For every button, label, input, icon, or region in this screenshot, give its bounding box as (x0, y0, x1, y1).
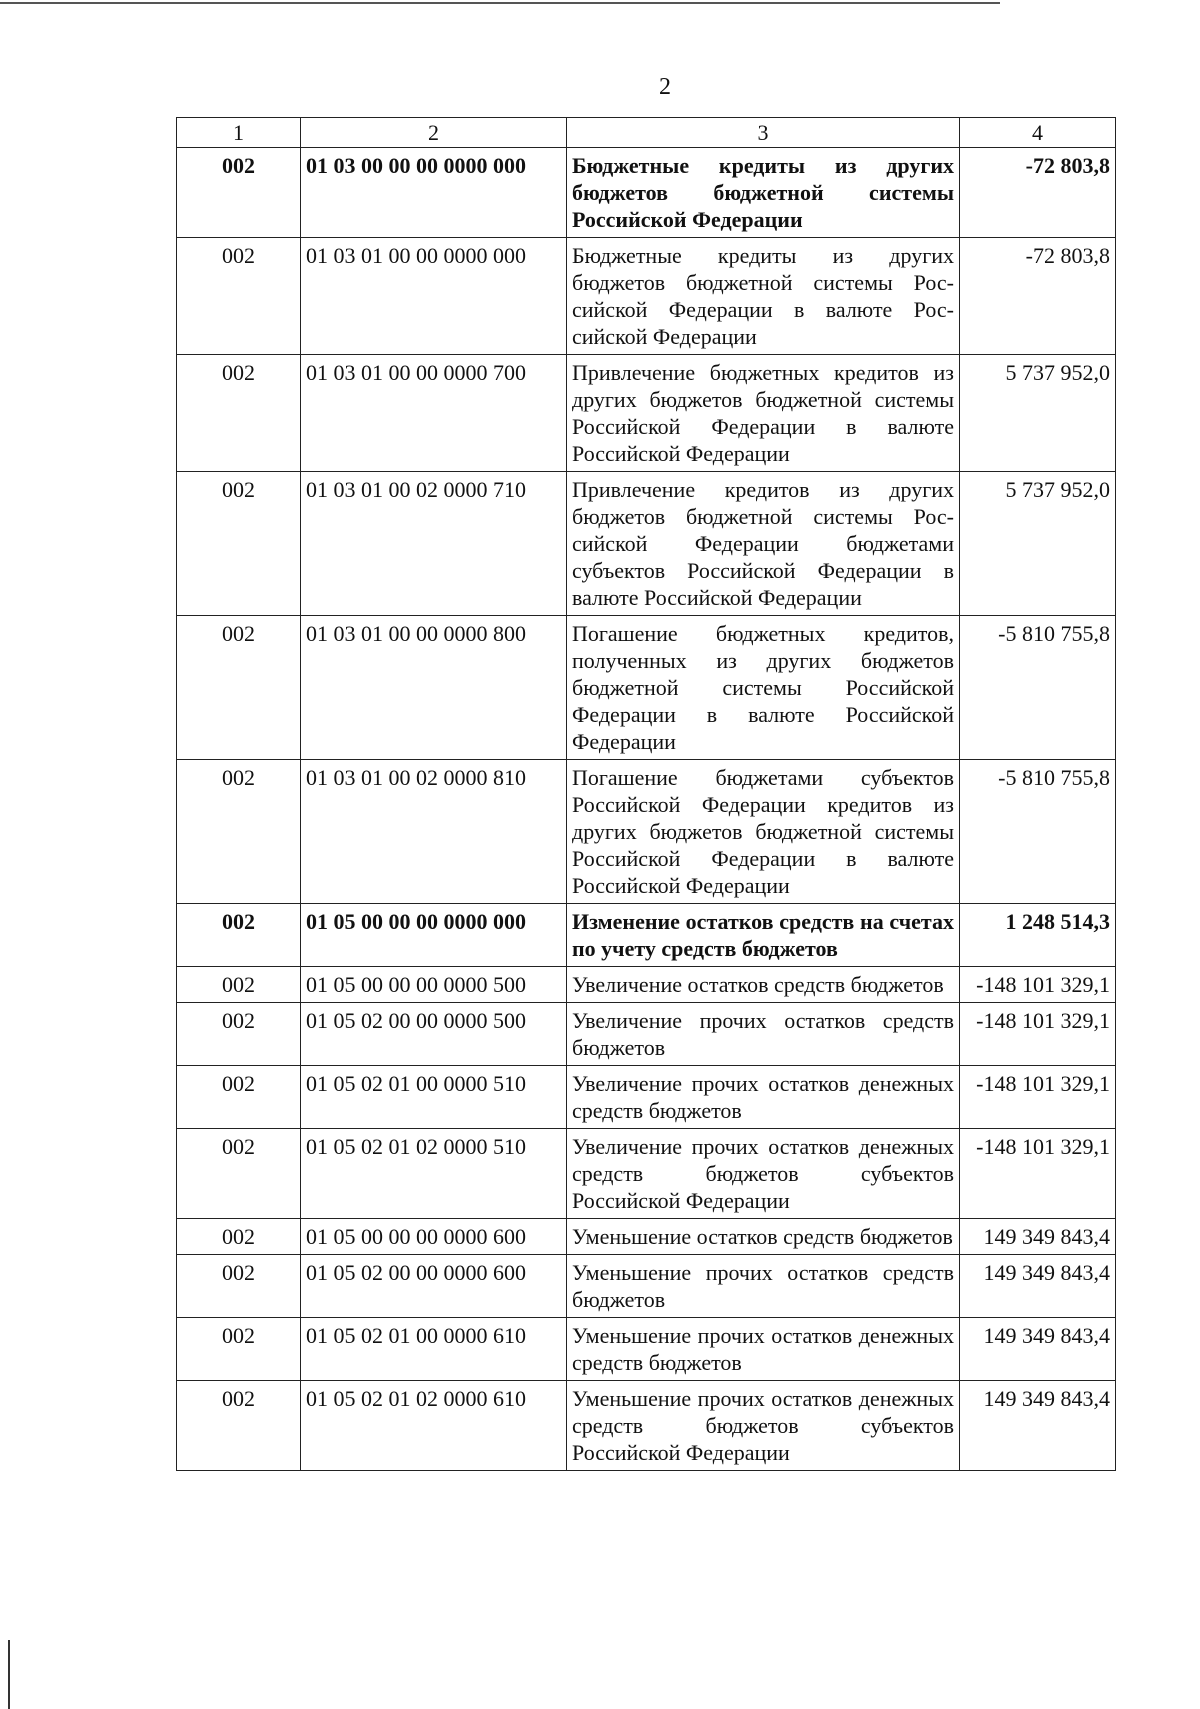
amount-cell: -148 101 329,1 (960, 967, 1116, 1003)
description-cell: Увеличение прочих остатков денежных средств бюджетов субъектов Российской Федерации (567, 1129, 960, 1219)
table-row (177, 355, 1116, 472)
table-row (177, 148, 1116, 238)
amount-cell: 149 349 843,4 (960, 1255, 1116, 1318)
budget-code-cell: 01 03 01 00 00 0000 000 (301, 238, 567, 355)
table-row (177, 472, 1116, 616)
description-cell: Бюджетные кредиты из других бюджетов бюджетной системы Российской Федерации (567, 148, 960, 238)
budget-code-cell: 01 03 01 00 00 0000 800 (301, 616, 567, 760)
budget-code-cell: 01 03 01 00 02 0000 710 (301, 472, 567, 616)
description-cell: Уменьшение прочих остатков средств бюджетов (567, 1255, 960, 1318)
budget-code-cell: 01 03 01 00 00 0000 700 (301, 355, 567, 472)
budget-code-cell: 01 05 02 01 02 0000 510 (301, 1129, 567, 1219)
scan-edge-line (0, 2, 1000, 4)
description-cell: Уменьшение остатков средств бюджетов (567, 1219, 960, 1255)
table-row (177, 1219, 1116, 1255)
table-row (177, 1066, 1116, 1129)
amount-cell: -5 810 755,8 (960, 760, 1116, 904)
amount-cell: -148 101 329,1 (960, 1129, 1116, 1219)
description-cell: Уменьшение прочих остатков денежных средств бюджетов субъектов Российской Федерации (567, 1381, 960, 1471)
scan-margin-mark (8, 1640, 10, 1709)
table-row (177, 904, 1116, 967)
amount-cell: -72 803,8 (960, 148, 1116, 238)
admin-code-cell: 002 (177, 616, 301, 760)
admin-code-cell: 002 (177, 904, 301, 967)
description-cell: Увеличение прочих остатков средств бюджетов (567, 1003, 960, 1066)
table-row (177, 1129, 1116, 1219)
admin-code-cell: 002 (177, 1129, 301, 1219)
admin-code-cell: 002 (177, 1318, 301, 1381)
description-cell: Уменьшение прочих остатков денежных средств бюджетов (567, 1318, 960, 1381)
amount-cell: 5 737 952,0 (960, 355, 1116, 472)
column-header-4: 4 (960, 118, 1116, 148)
description-cell: Привлечение бюджетных кредитов из других бюджетов бюджетной системы Российской Федерации в валюте Российской Федерации (567, 355, 960, 472)
description-cell: Изменение остатков средств на счетах по учету средств бюджетов (567, 904, 960, 967)
budget-code-cell: 01 03 01 00 02 0000 810 (301, 760, 567, 904)
page-number: 2 (659, 74, 671, 100)
admin-code-cell: 002 (177, 472, 301, 616)
description-cell: Привлечение кредитов из других бюджетов бюджетной системы Российской Федерации бюджетами субъектов Российской Федерации в валюте Российской Федерации (567, 472, 960, 616)
budget-code-cell: 01 05 00 00 00 0000 000 (301, 904, 567, 967)
budget-sources-table (176, 117, 1116, 1471)
amount-cell: 149 349 843,4 (960, 1381, 1116, 1471)
table-row (177, 1381, 1116, 1471)
column-header-2: 2 (301, 118, 567, 148)
description-cell: Увеличение остатков средств бюджетов (567, 967, 960, 1003)
table-row (177, 1003, 1116, 1066)
description-cell: Погашение бюджетных кредитов, полученных из других бюджетов бюджетной системы Российской Федерации в валюте Российской Федерации (567, 616, 960, 760)
budget-code-cell: 01 05 02 00 00 0000 500 (301, 1003, 567, 1066)
table-row (177, 238, 1116, 355)
admin-code-cell: 002 (177, 238, 301, 355)
description-cell: Погашение бюджетами субъектов Российской Федерации кредитов из других бюджетов бюджетной системы Российской Федерации в валюте Российской Федерации (567, 760, 960, 904)
budget-code-cell: 01 03 00 00 00 0000 000 (301, 148, 567, 238)
amount-cell: -5 810 755,8 (960, 616, 1116, 760)
budget-code-cell: 01 05 00 00 00 0000 500 (301, 967, 567, 1003)
admin-code-cell: 002 (177, 1255, 301, 1318)
table-header-row (177, 118, 1116, 148)
column-header-3: 3 (567, 118, 960, 148)
amount-cell: -148 101 329,1 (960, 1066, 1116, 1129)
table-row (177, 760, 1116, 904)
budget-code-cell: 01 05 02 01 00 0000 510 (301, 1066, 567, 1129)
description-cell: Увеличение прочих остатков денежных средств бюджетов (567, 1066, 960, 1129)
amount-cell: -148 101 329,1 (960, 1003, 1116, 1066)
amount-cell: 1 248 514,3 (960, 904, 1116, 967)
amount-cell: -72 803,8 (960, 238, 1116, 355)
amount-cell: 5 737 952,0 (960, 472, 1116, 616)
column-header-1: 1 (177, 118, 301, 148)
budget-code-cell: 01 05 02 00 00 0000 600 (301, 1255, 567, 1318)
admin-code-cell: 002 (177, 148, 301, 238)
description-cell: Бюджетные кредиты из других бюджетов бюджетной системы Российской Федерации в валюте Российской Федерации (567, 238, 960, 355)
table-row (177, 967, 1116, 1003)
table-row (177, 616, 1116, 760)
amount-cell: 149 349 843,4 (960, 1318, 1116, 1381)
budget-code-cell: 01 05 02 01 00 0000 610 (301, 1318, 567, 1381)
budget-code-cell: 01 05 02 01 02 0000 610 (301, 1381, 567, 1471)
amount-cell: 149 349 843,4 (960, 1219, 1116, 1255)
admin-code-cell: 002 (177, 1381, 301, 1471)
table-row (177, 1255, 1116, 1318)
admin-code-cell: 002 (177, 1003, 301, 1066)
admin-code-cell: 002 (177, 1219, 301, 1255)
table-body (177, 148, 1116, 1471)
admin-code-cell: 002 (177, 760, 301, 904)
admin-code-cell: 002 (177, 355, 301, 472)
admin-code-cell: 002 (177, 1066, 301, 1129)
table-row (177, 1318, 1116, 1381)
admin-code-cell: 002 (177, 967, 301, 1003)
budget-code-cell: 01 05 00 00 00 0000 600 (301, 1219, 567, 1255)
